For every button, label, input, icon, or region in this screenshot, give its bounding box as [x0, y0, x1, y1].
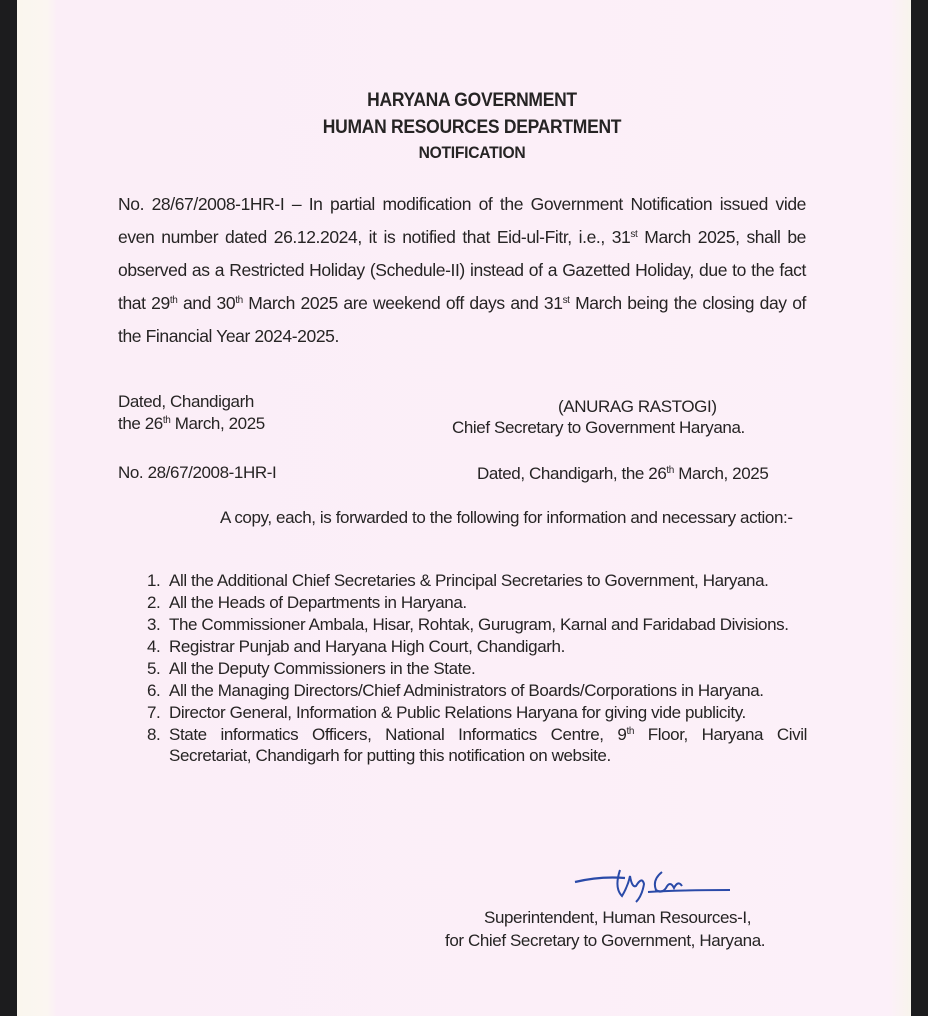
dated-date — [118, 414, 265, 434]
endorsement-date — [477, 464, 768, 484]
recipient-list — [147, 570, 807, 767]
item-text: All the Deputy Commissioners in the State. — [169, 659, 476, 678]
department-title: HUMAN RESOURCES DEPARTMENT — [322, 117, 622, 138]
ordinal: th — [626, 726, 634, 737]
item-number: 1. — [147, 571, 161, 590]
list-item — [147, 614, 807, 635]
item-number: 4. — [147, 637, 161, 656]
item-number: 3. — [147, 615, 161, 634]
list-item — [147, 592, 807, 613]
govt-title: HARYANA GOVERNMENT — [367, 90, 577, 111]
list-item — [147, 658, 807, 679]
item-text: State informatics Officers, National Informatics Centre, 9 — [169, 725, 627, 744]
list-item — [147, 702, 807, 723]
signature-stroke — [655, 872, 682, 892]
notification-document — [17, 0, 911, 1016]
notification-title: NOTIFICATION — [418, 143, 526, 162]
item-text: All the Managing Directors/Chief Administrators of Boards/Corporations in Haryana. — [169, 681, 764, 700]
item-text: Registrar Punjab and Haryana High Court, Chandigarh. — [169, 637, 565, 656]
ordinal: th — [162, 415, 171, 426]
date-text: Dated, Chandigarh, the 26 — [477, 464, 667, 483]
date-text: March, 2025 — [673, 464, 769, 483]
document-page — [17, 0, 911, 1016]
item-number: 5. — [147, 659, 161, 678]
signature-stroke — [648, 890, 730, 892]
para-text: and 30 — [177, 293, 236, 313]
date-text: March, 2025 — [170, 414, 265, 433]
item-text: The Commissioner Ambala, Hisar, Rohtak, Gurugram, Karnal and Faridabad Divisions. — [169, 615, 789, 634]
ordinal: st — [630, 229, 638, 240]
ordinal: th — [169, 295, 178, 306]
para-text: March 2025, shall be observed as a Restricted Holiday (Schedule-II) instead of a Gazetted Holiday, due to the fact that 29 — [118, 227, 806, 313]
item-number: 6. — [147, 681, 161, 700]
list-item — [147, 724, 807, 766]
item-number: 2. — [147, 593, 161, 612]
dated-place: Dated, Chandigarh — [118, 392, 254, 411]
endorsement-number: No. 28/67/2008-1HR-I — [118, 463, 277, 482]
para-text: March being the closing day of the Financial Year 2024-2025. — [118, 293, 807, 346]
signatory-designation: Chief Secretary to Government Haryana. — [452, 418, 745, 437]
para-text: No. 28/67/2008-1HR-I – In partial modification of the Government Notification issued vide even number dated 26.12.2024, it is notified that Eid-ul-Fitr, i.e., 31 — [118, 194, 806, 247]
ordinal: th — [235, 295, 243, 306]
list-item — [147, 636, 807, 657]
notification-paragraph — [118, 188, 806, 353]
signature-stroke — [617, 870, 644, 902]
ordinal: st — [562, 295, 570, 306]
ordinal: th — [666, 465, 674, 476]
item-number: 8. — [147, 725, 161, 744]
item-text: All the Heads of Departments in Haryana. — [169, 593, 467, 612]
list-item — [147, 570, 807, 591]
item-text: Floor, Haryana Civil Secretariat, Chandigarh for putting this notification on website. — [169, 725, 807, 765]
item-number: 7. — [147, 703, 161, 722]
footer-designation: Superintendent, Human Resources-I, — [484, 908, 752, 927]
date-text: the 26 — [118, 414, 163, 433]
signatory-name: (ANURAG RASTOGI) — [558, 397, 717, 416]
item-text: All the Additional Chief Secretaries & Principal Secretaries to Government, Haryana. — [169, 571, 769, 590]
item-text: Director General, Information & Public Relations Haryana for giving vide publicity. — [169, 703, 746, 722]
para-text: March 2025 are weekend off days and 31 — [242, 293, 563, 313]
footer-authority: for Chief Secretary to Government, Haryana. — [445, 931, 766, 950]
endorsement-intro: A copy, each, is forwarded to the following for information and necessary action:- — [220, 508, 793, 527]
list-item — [147, 680, 807, 701]
